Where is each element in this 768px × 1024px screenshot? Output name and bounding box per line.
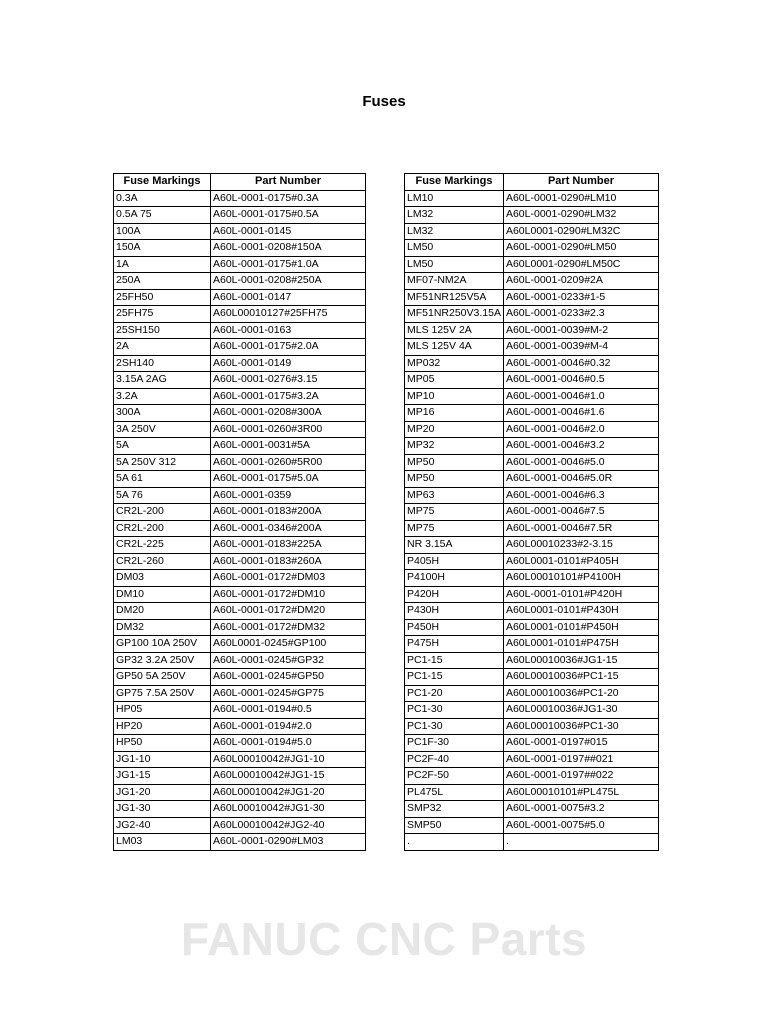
fuse-marking-cell: LM50 bbox=[405, 240, 504, 257]
table-row bbox=[114, 768, 366, 785]
part-number-cell: A60L-0001-0183#200A bbox=[211, 504, 366, 521]
part-number-cell: A60L-0001-0346#200A bbox=[211, 520, 366, 537]
fuse-marking-cell: 250A bbox=[114, 273, 211, 290]
fuse-marking-cell: DM03 bbox=[114, 570, 211, 587]
fuse-marking-cell: JG1-30 bbox=[114, 801, 211, 818]
fuse-marking-cell: PC1-20 bbox=[405, 685, 504, 702]
part-number-cell: A60L-0001-0208#300A bbox=[211, 405, 366, 422]
table-row bbox=[405, 784, 659, 801]
table-row bbox=[114, 636, 366, 653]
fuse-marking-cell: 5A 250V 312 bbox=[114, 454, 211, 471]
table-row bbox=[405, 438, 659, 455]
table-row bbox=[405, 306, 659, 323]
fuse-marking-cell: JG2-40 bbox=[114, 817, 211, 834]
column-header-fuse-markings: Fuse Markings bbox=[405, 174, 504, 191]
fuse-marking-cell: 5A bbox=[114, 438, 211, 455]
part-number-cell: A60L00010042#JG2-40 bbox=[211, 817, 366, 834]
table-row bbox=[405, 339, 659, 356]
table-row bbox=[405, 751, 659, 768]
part-number-cell: A60L-0001-0175#2.0A bbox=[211, 339, 366, 356]
table-row bbox=[114, 751, 366, 768]
fuse-marking-cell: P450H bbox=[405, 619, 504, 636]
fuse-marking-cell: 150A bbox=[114, 240, 211, 257]
table-row bbox=[405, 669, 659, 686]
table-row bbox=[114, 801, 366, 818]
fuse-marking-cell: P475H bbox=[405, 636, 504, 653]
fuse-marking-cell: LM10 bbox=[405, 190, 504, 207]
fuse-marking-cell: 0.5A 75 bbox=[114, 207, 211, 224]
fuse-marking-cell: P4100H bbox=[405, 570, 504, 587]
fuse-table-right bbox=[404, 173, 659, 851]
fuse-marking-cell: 1A bbox=[114, 256, 211, 273]
fuse-marking-cell: LM32 bbox=[405, 207, 504, 224]
table-row bbox=[114, 702, 366, 719]
fuse-marking-cell: PC1-30 bbox=[405, 718, 504, 735]
fuse-marking-cell: 5A 76 bbox=[114, 487, 211, 504]
table-row bbox=[405, 603, 659, 620]
table-row bbox=[405, 735, 659, 752]
part-number-cell: A60L-0001-0172#DM20 bbox=[211, 603, 366, 620]
part-number-cell: A60L-0001-0194#2.0 bbox=[211, 718, 366, 735]
fuse-marking-cell: CR2L-225 bbox=[114, 537, 211, 554]
part-number-cell: A60L-0001-0075#3.2 bbox=[503, 801, 658, 818]
fuse-marking-cell: MP50 bbox=[405, 471, 504, 488]
part-number-cell: A60L-0001-0039#M-2 bbox=[503, 322, 658, 339]
part-number-cell: A60L00010101#P4100H bbox=[503, 570, 658, 587]
table-row bbox=[405, 240, 659, 257]
part-number-cell: A60L-0001-0175#3.2A bbox=[211, 388, 366, 405]
part-number-cell: A60L00010036#JG1-30 bbox=[503, 702, 658, 719]
part-number-cell: A60L00010036#PC1-15 bbox=[503, 669, 658, 686]
fuse-marking-cell: MF51NR250V3.15A bbox=[405, 306, 504, 323]
fuse-marking-cell: JG1-15 bbox=[114, 768, 211, 785]
table-row bbox=[114, 586, 366, 603]
table-row bbox=[405, 207, 659, 224]
fuse-marking-cell: 25SH150 bbox=[114, 322, 211, 339]
table-row bbox=[405, 405, 659, 422]
table-row bbox=[405, 289, 659, 306]
table-body bbox=[114, 190, 366, 850]
part-number-cell: A60L00010042#JG1-15 bbox=[211, 768, 366, 785]
part-number-cell: A60L00010042#JG1-10 bbox=[211, 751, 366, 768]
part-number-cell: A60L-0001-0039#M-4 bbox=[503, 339, 658, 356]
fuse-marking-cell: PC1-15 bbox=[405, 669, 504, 686]
part-number-cell: A60L-0001-0194#0.5 bbox=[211, 702, 366, 719]
table-row bbox=[114, 388, 366, 405]
part-number-cell: A60L-0001-0175#0.3A bbox=[211, 190, 366, 207]
fuse-marking-cell: LM50 bbox=[405, 256, 504, 273]
part-number-cell: A60L-0001-0046#1.0 bbox=[503, 388, 658, 405]
table-row bbox=[114, 207, 366, 224]
part-number-cell: A60L-0001-0233#2.3 bbox=[503, 306, 658, 323]
part-number-cell: A60L-0001-0245#GP50 bbox=[211, 669, 366, 686]
part-number-cell: A60L0001-0101#P450H bbox=[503, 619, 658, 636]
part-number-cell: A60L-0001-0046#5.0R bbox=[503, 471, 658, 488]
table-row bbox=[114, 256, 366, 273]
fuse-marking-cell: SMP32 bbox=[405, 801, 504, 818]
fuse-marking-cell: GP32 3.2A 250V bbox=[114, 652, 211, 669]
table-row bbox=[405, 768, 659, 785]
fuse-marking-cell: 3.2A bbox=[114, 388, 211, 405]
table-row bbox=[405, 586, 659, 603]
part-number-cell: A60L-0001-0209#2A bbox=[503, 273, 658, 290]
fuse-marking-cell: HP05 bbox=[114, 702, 211, 719]
fuse-marking-cell: JG1-10 bbox=[114, 751, 211, 768]
part-number-cell: A60L-0001-0046#6.3 bbox=[503, 487, 658, 504]
fuse-marking-cell: NR 3.15A bbox=[405, 537, 504, 554]
table-row bbox=[114, 652, 366, 669]
table-row bbox=[405, 801, 659, 818]
table-row bbox=[405, 190, 659, 207]
table-row bbox=[114, 339, 366, 356]
part-number-cell: A60L-0001-0172#DM03 bbox=[211, 570, 366, 587]
table-row bbox=[114, 223, 366, 240]
fuse-marking-cell: 25FH75 bbox=[114, 306, 211, 323]
fuse-marking-cell: MP05 bbox=[405, 372, 504, 389]
table-row bbox=[114, 421, 366, 438]
part-number-cell: A60L0001-0290#LM50C bbox=[503, 256, 658, 273]
table-row bbox=[114, 537, 366, 554]
fuse-marking-cell: 25FH50 bbox=[114, 289, 211, 306]
fuse-marking-cell: LM03 bbox=[114, 834, 211, 851]
table-row bbox=[405, 372, 659, 389]
part-number-cell: A60L-0001-0175#0.5A bbox=[211, 207, 366, 224]
table-row bbox=[405, 471, 659, 488]
fuse-marking-cell: MP75 bbox=[405, 504, 504, 521]
part-number-cell: A60L-0001-0183#260A bbox=[211, 553, 366, 570]
part-number-cell: A60L-0001-0172#DM10 bbox=[211, 586, 366, 603]
fuse-marking-cell: 100A bbox=[114, 223, 211, 240]
fuse-marking-cell: . bbox=[405, 834, 504, 851]
table-row bbox=[405, 619, 659, 636]
part-number-cell: A60L-0001-0046#7.5 bbox=[503, 504, 658, 521]
fuse-marking-cell: MP63 bbox=[405, 487, 504, 504]
fuse-table-left bbox=[113, 173, 366, 851]
part-number-cell: A60L-0001-0175#1.0A bbox=[211, 256, 366, 273]
part-number-cell: A60L-0001-0276#3.15 bbox=[211, 372, 366, 389]
fuse-marking-cell: 2SH140 bbox=[114, 355, 211, 372]
fuse-marking-cell: PL475L bbox=[405, 784, 504, 801]
part-number-cell: A60L00010233#2-3.15 bbox=[503, 537, 658, 554]
table-row bbox=[114, 718, 366, 735]
fuse-marking-cell: GP50 5A 250V bbox=[114, 669, 211, 686]
part-number-cell: A60L-0001-0046#1.6 bbox=[503, 405, 658, 422]
table-row bbox=[114, 520, 366, 537]
fuse-marking-cell: MP75 bbox=[405, 520, 504, 537]
table-row bbox=[114, 471, 366, 488]
watermark: FANUC CNC Parts bbox=[180, 913, 588, 965]
part-number-cell: A60L0001-0101#P405H bbox=[503, 553, 658, 570]
part-number-cell: A60L-0001-0260#3R00 bbox=[211, 421, 366, 438]
table-row bbox=[405, 685, 659, 702]
part-number-cell: A60L00010036#PC1-30 bbox=[503, 718, 658, 735]
table-row bbox=[114, 619, 366, 636]
table-row bbox=[114, 669, 366, 686]
fuse-marking-cell: 3A 250V bbox=[114, 421, 211, 438]
table-row bbox=[405, 520, 659, 537]
part-number-cell: A60L-0001-0175#5.0A bbox=[211, 471, 366, 488]
table-row bbox=[114, 289, 366, 306]
part-number-cell: A60L-0001-0233#1-5 bbox=[503, 289, 658, 306]
part-number-cell: A60L-0001-0172#DM32 bbox=[211, 619, 366, 636]
part-number-cell: A60L-0001-0197##022 bbox=[503, 768, 658, 785]
table-row bbox=[405, 421, 659, 438]
fuse-marking-cell: CR2L-200 bbox=[114, 504, 211, 521]
fuse-marking-cell: MP16 bbox=[405, 405, 504, 422]
table-row bbox=[114, 603, 366, 620]
table-row bbox=[114, 454, 366, 471]
table-row bbox=[114, 322, 366, 339]
fuse-marking-cell: 5A 61 bbox=[114, 471, 211, 488]
table-body bbox=[405, 190, 659, 850]
part-number-cell: A60L-0001-0031#5A bbox=[211, 438, 366, 455]
part-number-cell: A60L-0001-0260#5R00 bbox=[211, 454, 366, 471]
table-row bbox=[405, 388, 659, 405]
fuse-marking-cell: SMP50 bbox=[405, 817, 504, 834]
table-row bbox=[114, 438, 366, 455]
table-row bbox=[114, 834, 366, 851]
part-number-cell: A60L-0001-0046#3.2 bbox=[503, 438, 658, 455]
fuse-marking-cell: 2A bbox=[114, 339, 211, 356]
part-number-cell: A60L-0001-0145 bbox=[211, 223, 366, 240]
part-number-cell: A60L-0001-0183#225A bbox=[211, 537, 366, 554]
page-title: Fuses bbox=[362, 93, 406, 110]
fuse-marking-cell: PC2F-40 bbox=[405, 751, 504, 768]
fuse-marking-cell: HP20 bbox=[114, 718, 211, 735]
part-number-cell: A60L00010036#JG1-15 bbox=[503, 652, 658, 669]
fuse-marking-cell: GP75 7.5A 250V bbox=[114, 685, 211, 702]
fuse-marking-cell: DM20 bbox=[114, 603, 211, 620]
table-row bbox=[114, 504, 366, 521]
part-number-cell: A60L-0001-0208#250A bbox=[211, 273, 366, 290]
table-row bbox=[114, 405, 366, 422]
fuse-marking-cell: PC1F-30 bbox=[405, 735, 504, 752]
column-header-part-number: Part Number bbox=[503, 174, 658, 191]
table-row bbox=[405, 322, 659, 339]
fuse-marking-cell: P405H bbox=[405, 553, 504, 570]
fuse-marking-cell: MF07-NM2A bbox=[405, 273, 504, 290]
table-header-row bbox=[405, 174, 659, 191]
fuse-marking-cell: MLS 125V 4A bbox=[405, 339, 504, 356]
fuse-marking-cell: JG1-20 bbox=[114, 784, 211, 801]
fuse-marking-cell: DM32 bbox=[114, 619, 211, 636]
table-row bbox=[405, 537, 659, 554]
part-number-cell: A60L0001-0101#P475H bbox=[503, 636, 658, 653]
table-row bbox=[405, 454, 659, 471]
part-number-cell: A60L0001-0290#LM32C bbox=[503, 223, 658, 240]
part-number-cell: A60L-0001-0147 bbox=[211, 289, 366, 306]
fuse-marking-cell: P420H bbox=[405, 586, 504, 603]
part-number-cell: A60L00010127#25FH75 bbox=[211, 306, 366, 323]
table-row bbox=[114, 685, 366, 702]
part-number-cell: A60L-0001-0290#LM10 bbox=[503, 190, 658, 207]
part-number-cell: . bbox=[503, 834, 658, 851]
part-number-cell: A60L-0001-0046#2.0 bbox=[503, 421, 658, 438]
fuse-marking-cell: MP20 bbox=[405, 421, 504, 438]
table-row bbox=[405, 487, 659, 504]
table-row bbox=[405, 273, 659, 290]
table-row bbox=[405, 355, 659, 372]
part-number-cell: A60L-0001-0208#150A bbox=[211, 240, 366, 257]
table-row bbox=[405, 553, 659, 570]
table-row bbox=[405, 817, 659, 834]
table-row bbox=[114, 817, 366, 834]
fuse-marking-cell: DM10 bbox=[114, 586, 211, 603]
table-row bbox=[405, 504, 659, 521]
table-row bbox=[114, 553, 366, 570]
fuse-marking-cell: PC1-30 bbox=[405, 702, 504, 719]
table-row bbox=[405, 223, 659, 240]
part-number-cell: A60L-0001-0245#GP32 bbox=[211, 652, 366, 669]
part-number-cell: A60L-0001-0290#LM32 bbox=[503, 207, 658, 224]
column-header-fuse-markings: Fuse Markings bbox=[114, 174, 211, 191]
table-row bbox=[405, 570, 659, 587]
fuse-marking-cell: MF51NR125V5A bbox=[405, 289, 504, 306]
column-header-part-number: Part Number bbox=[211, 174, 366, 191]
fuse-marking-cell: 3.15A 2AG bbox=[114, 372, 211, 389]
fuse-marking-cell: MP032 bbox=[405, 355, 504, 372]
table-row bbox=[405, 834, 659, 851]
part-number-cell: A60L00010042#JG1-30 bbox=[211, 801, 366, 818]
table-row bbox=[405, 652, 659, 669]
part-number-cell: A60L-0001-0163 bbox=[211, 322, 366, 339]
fuse-marking-cell: LM32 bbox=[405, 223, 504, 240]
fuse-marking-cell: PC1-15 bbox=[405, 652, 504, 669]
fuse-marking-cell: HP50 bbox=[114, 735, 211, 752]
fuse-marking-cell: P430H bbox=[405, 603, 504, 620]
part-number-cell: A60L-0001-0359 bbox=[211, 487, 366, 504]
table-row bbox=[114, 355, 366, 372]
part-number-cell: A60L-0001-0197##021 bbox=[503, 751, 658, 768]
table-row bbox=[114, 735, 366, 752]
part-number-cell: A60L-0001-0290#LM03 bbox=[211, 834, 366, 851]
part-number-cell: A60L-0001-0075#5.0 bbox=[503, 817, 658, 834]
fuse-marking-cell: 0.3A bbox=[114, 190, 211, 207]
fuse-marking-cell: MLS 125V 2A bbox=[405, 322, 504, 339]
table-row bbox=[405, 718, 659, 735]
part-number-cell: A60L00010036#PC1-20 bbox=[503, 685, 658, 702]
table-row bbox=[405, 702, 659, 719]
part-number-cell: A60L00010042#JG1-20 bbox=[211, 784, 366, 801]
part-number-cell: A60L0001-0101#P430H bbox=[503, 603, 658, 620]
table-row bbox=[405, 636, 659, 653]
table-header-row bbox=[114, 174, 366, 191]
fuse-marking-cell: MP10 bbox=[405, 388, 504, 405]
fuse-marking-cell: 300A bbox=[114, 405, 211, 422]
fuse-marking-cell: GP100 10A 250V bbox=[114, 636, 211, 653]
part-number-cell: A60L-0001-0290#LM50 bbox=[503, 240, 658, 257]
fuse-marking-cell: MP50 bbox=[405, 454, 504, 471]
part-number-cell: A60L-0001-0046#0.5 bbox=[503, 372, 658, 389]
part-number-cell: A60L00010101#PL475L bbox=[503, 784, 658, 801]
table-row bbox=[114, 570, 366, 587]
fuse-marking-cell: MP32 bbox=[405, 438, 504, 455]
table-row bbox=[114, 372, 366, 389]
fuse-marking-cell: CR2L-260 bbox=[114, 553, 211, 570]
fuse-marking-cell: CR2L-200 bbox=[114, 520, 211, 537]
part-number-cell: A60L-0001-0046#5.0 bbox=[503, 454, 658, 471]
table-row bbox=[114, 306, 366, 323]
table-row bbox=[114, 240, 366, 257]
part-number-cell: A60L-0001-0194#5.0 bbox=[211, 735, 366, 752]
table-row bbox=[114, 273, 366, 290]
table-row bbox=[114, 487, 366, 504]
part-number-cell: A60L-0001-0101#P420H bbox=[503, 586, 658, 603]
part-number-cell: A60L0001-0245#GP100 bbox=[211, 636, 366, 653]
table-row bbox=[114, 784, 366, 801]
table-row bbox=[114, 190, 366, 207]
part-number-cell: A60L-0001-0046#0.32 bbox=[503, 355, 658, 372]
table-row bbox=[405, 256, 659, 273]
part-number-cell: A60L-0001-0046#7.5R bbox=[503, 520, 658, 537]
part-number-cell: A60L-0001-0149 bbox=[211, 355, 366, 372]
part-number-cell: A60L-0001-0245#GP75 bbox=[211, 685, 366, 702]
fuse-marking-cell: PC2F-50 bbox=[405, 768, 504, 785]
part-number-cell: A60L-0001-0197#015 bbox=[503, 735, 658, 752]
